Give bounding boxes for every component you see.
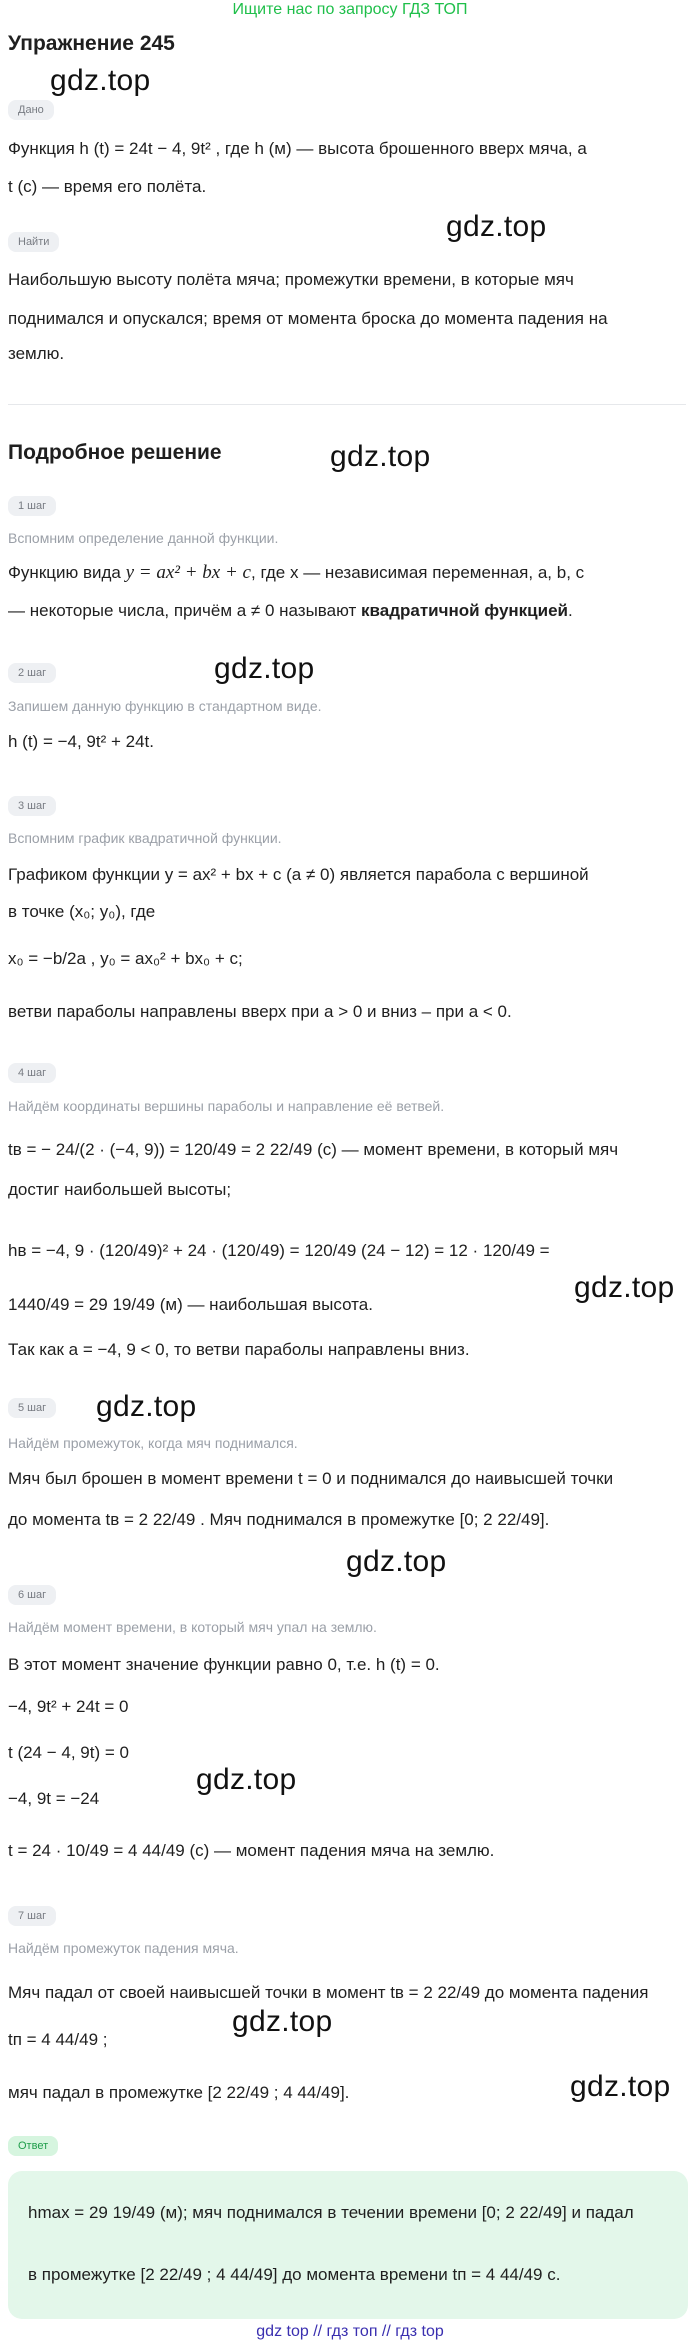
- step-6: [8, 1585, 56, 1605]
- find-line-1: Наибольшую высоту полёта мяча; промежутки времени, в которые мяч: [8, 270, 574, 289]
- step-line: достиг наибольшей высоты;: [8, 1180, 232, 1199]
- step-hint: Запишем данную функцию в стандартном виде.: [8, 698, 322, 714]
- watermark-text: gdz.top: [232, 2005, 333, 2038]
- formula: −4, 9t² + 24t = 0: [8, 1697, 129, 1716]
- given-line-2: t (с) — время его полёта.: [8, 177, 207, 196]
- step-text: — некоторые числа, причём a ≠ 0 называют: [8, 601, 357, 620]
- given-chip: Дано: [8, 100, 54, 120]
- formula: t (24 − 4, 9t) = 0: [8, 1743, 129, 1762]
- find-chip: Найти: [8, 232, 59, 252]
- footer-links[interactable]: gdz top // гдз топ // гдз top: [256, 2323, 444, 2340]
- step-3: [8, 796, 56, 816]
- step-hint: Вспомним определение данной функции.: [8, 530, 279, 546]
- formula: Мяч падал от своей наивысшей точки в момент tв = 2 22/49 до момента падения: [8, 1983, 649, 2002]
- formula: x₀ = −b/2a , y₀ = ax₀² + bx₀ + c;: [8, 949, 243, 968]
- search-banner[interactable]: Ищите нас по запросу ГДЗ ТОП: [232, 1, 468, 18]
- step-line: ветви параболы направлены вверх при a > 0 и вниз – при a < 0.: [8, 1002, 512, 1021]
- step-chip: 7 шаг: [8, 1906, 56, 1926]
- formula: h (t) = −4, 9t² + 24t.: [8, 732, 154, 751]
- formula: tп = 4 44/49 ;: [8, 2030, 108, 2049]
- step-chip: 5 шаг: [8, 1398, 56, 1418]
- step-line: Графиком функции y = ax² + bx + c (a ≠ 0) является парабола с вершиной: [8, 865, 589, 884]
- watermark-text: gdz.top: [446, 210, 547, 243]
- formula: hв = −4, 9 · (120/49)² + 24 · (120/49) = 120/49 (24 − 12) = 12 · 120/49 =: [8, 1241, 550, 1260]
- find-section: [8, 232, 59, 252]
- step-text: .: [567, 601, 573, 620]
- step-line: Мяч был брошен в момент времени t = 0 и поднимался до наивысшей точки: [8, 1469, 614, 1488]
- given-section: [8, 100, 54, 120]
- step-2: [8, 663, 56, 683]
- watermark-text: gdz.top: [570, 2070, 671, 2103]
- step-hint: Найдём промежуток, когда мяч поднимался.: [8, 1435, 298, 1451]
- formula: tв = − 24/(2 · (−4, 9)) = 120/49 = 2 22/49 (с) — момент времени, в который мяч: [8, 1140, 619, 1159]
- formula: t = 24 · 10/49 = 4 44/49 (с) — момент падения мяча на землю.: [8, 1841, 495, 1860]
- step-line: в точке (x₀; y₀), где: [8, 902, 156, 921]
- step-hint: Найдём промежуток падения мяча.: [8, 1940, 239, 1956]
- answer-line-1: hmax = 29 19/49 (м); мяч поднимался в течении времени [0; 2 22/49] и падал: [28, 2203, 634, 2222]
- find-line-2: поднимался и опускался; время от момента броска до момента падения на: [8, 309, 608, 328]
- watermark-text: gdz.top: [214, 652, 315, 685]
- answer-line-2: в промежутке [2 22/49 ; 4 44/49] до момента времени tп = 4 44/49 с.: [28, 2265, 561, 2284]
- answer-box: [8, 2171, 688, 2319]
- step-line: В этот момент значение функции равно 0, т.е. h (t) = 0.: [8, 1655, 440, 1674]
- step-7: [8, 1906, 56, 1926]
- step-line: [8, 596, 573, 626]
- step-chip: 4 шаг: [8, 1063, 56, 1083]
- exercise-title: Упражнение 245: [8, 32, 175, 55]
- step-line: [8, 558, 584, 588]
- watermark-text: gdz.top: [96, 1390, 197, 1423]
- formula: мяч падал в промежутке [2 22/49 ; 4 44/49].: [8, 2083, 350, 2102]
- step-line: Так как a = −4, 9 < 0, то ветви параболы направлены вниз.: [8, 1340, 470, 1359]
- answer-section: [8, 2136, 58, 2156]
- formula: −4, 9t = −24: [8, 1789, 100, 1808]
- watermark-text: gdz.top: [346, 1545, 447, 1578]
- step-hint: Найдём координаты вершины параболы и направление её ветвей.: [8, 1098, 445, 1114]
- formula: y = ax² + bx + c: [125, 562, 251, 583]
- step-hint: Вспомним график квадратичной функции.: [8, 830, 282, 846]
- step-text: Функцию вида: [8, 563, 121, 582]
- answer-chip: Ответ: [8, 2136, 58, 2156]
- step-1: [8, 496, 56, 516]
- watermark-text: gdz.top: [330, 440, 431, 473]
- step-chip: 2 шаг: [8, 663, 56, 683]
- step-chip: 1 шаг: [8, 496, 56, 516]
- step-hint: Найдём момент времени, в который мяч упал на землю.: [8, 1619, 377, 1635]
- watermark-text: gdz.top: [574, 1271, 675, 1304]
- formula: до момента tв = 2 22/49 . Мяч поднимался в промежутке [0; 2 22/49].: [8, 1510, 550, 1529]
- step-5: [8, 1398, 56, 1418]
- watermark-text: gdz.top: [50, 64, 151, 97]
- step-text: , где x — независимая переменная, a, b, c: [251, 563, 585, 582]
- find-line-3: землю.: [8, 344, 65, 363]
- step-chip: 6 шаг: [8, 1585, 56, 1605]
- solution-title: Подробное решение: [8, 441, 222, 464]
- step-4: [8, 1063, 56, 1083]
- step-chip: 3 шаг: [8, 796, 56, 816]
- watermark-text: gdz.top: [196, 1763, 297, 1796]
- divider: [8, 404, 686, 405]
- given-line-1: Функция h (t) = 24t − 4, 9t² , где h (м) — высота брошенного вверх мяча, а: [8, 139, 587, 158]
- formula: 1440/49 = 29 19/49 (м) — наибольшая высота.: [8, 1295, 373, 1314]
- term-bold: квадратичной функцией: [361, 601, 568, 620]
